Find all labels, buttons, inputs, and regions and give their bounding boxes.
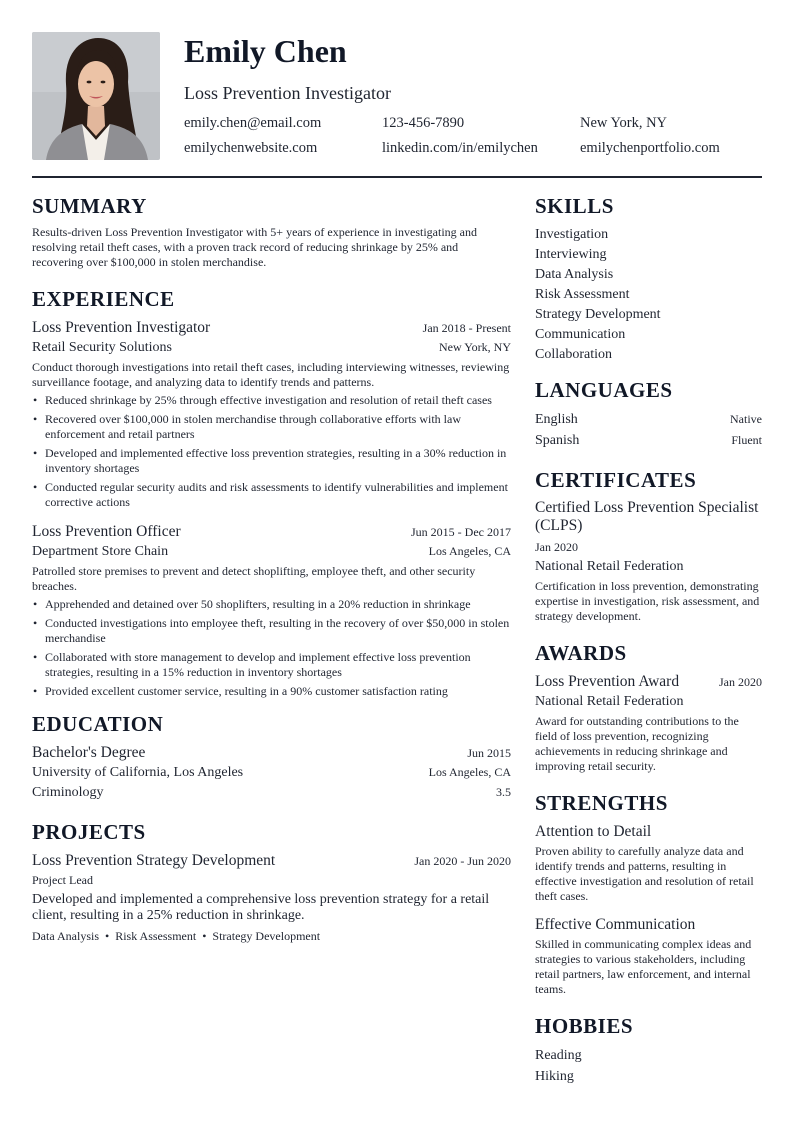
summary-heading: SUMMARY — [32, 194, 147, 218]
contact-location: New York, NY — [580, 115, 668, 131]
job-entry — [32, 522, 511, 699]
job-bullet: • Conducted investigations into employee theft, resulting in the recovery of over $50,000 in stolen merchandise — [32, 616, 511, 646]
award-issuer: National Retail Federation — [535, 694, 684, 709]
resume-header — [32, 32, 762, 162]
skill-item: Investigation — [535, 227, 609, 242]
education-date: Jun 2015 — [467, 746, 511, 760]
right-column — [535, 193, 762, 1103]
job-description: Conduct thorough investigations into retail theft cases, including interviewing witnesses, reviewing surveillance footage, and analyzing data to identify trends and patterns. — [32, 360, 510, 389]
language-name: English — [535, 412, 578, 427]
job-bullet: • Conducted regular security audits and risk assessments to identify vulnerabilities and implement corrective actions — [32, 480, 511, 510]
job-entry — [32, 318, 511, 510]
job-bullets — [32, 393, 511, 510]
skills-heading: SKILLS — [535, 194, 614, 218]
hobby-item: Hiking — [535, 1069, 574, 1084]
education-location: Los Angeles, CA — [428, 765, 511, 779]
project-tag: Strategy Development — [212, 929, 321, 943]
job-location: Los Angeles, CA — [428, 544, 511, 558]
strength-description: Skilled in communicating complex ideas and strategies to various stakeholders, including retail partners, law enforcement, and internal teams. — [535, 937, 752, 996]
award-description: Award for outstanding contributions to the field of loss prevention, recognizing achievements in reducing shrinkage and improving retail security. — [535, 714, 739, 773]
skill-item: Data Analysis — [535, 267, 614, 282]
skills-list — [535, 225, 762, 365]
contact-info — [184, 113, 762, 159]
job-title: Loss Prevention Officer — [32, 523, 181, 540]
hobbies-section — [535, 1013, 762, 1087]
language-level: Native — [730, 412, 762, 426]
languages-section — [535, 377, 762, 451]
languages-heading: LANGUAGES — [535, 378, 673, 402]
certificate-description: Certification in loss prevention, demonstrating expertise in investigation, risk assessment, and strategy development. — [535, 579, 760, 623]
contact-email[interactable]: emily.chen@email.com — [184, 115, 322, 131]
header-divider — [32, 176, 762, 178]
award-title: Loss Prevention Award — [535, 673, 680, 690]
job-location: New York, NY — [438, 340, 511, 354]
summary-text: Results-driven Loss Prevention Investigator with 5+ years of experience in investigating and resolving retail theft cases, with a proven track record of reducing shrinkage by 25% and recovering over $100,000 in stolen merchandise. — [32, 225, 477, 269]
language-name: Spanish — [535, 433, 580, 448]
contact-website[interactable]: emilychenwebsite.com — [184, 140, 318, 156]
left-column — [32, 193, 511, 960]
hobby-item: Reading — [535, 1048, 582, 1063]
awards-section — [535, 640, 762, 774]
job-dates: Jan 2018 - Present — [422, 321, 511, 335]
projects-section — [32, 819, 511, 944]
job-bullet: • Collaborated with store management to develop and implement effective loss prevention strategies, resulting in a 15% reduction in inventory shortages — [32, 650, 511, 680]
education-heading: EDUCATION — [32, 712, 164, 736]
project-role: Project Lead — [32, 873, 93, 887]
job-bullet: • Reduced shrinkage by 25% through effective investigation and resolution of retail theft cases — [32, 393, 511, 408]
skills-section — [535, 193, 762, 365]
education-school: University of California, Los Angeles — [32, 765, 244, 780]
job-bullets — [32, 597, 511, 699]
summary-section — [32, 193, 511, 270]
strength-description: Proven ability to carefully analyze data and identify trends and patterns, resulting in effective investigation and resolution of retail theft cases. — [535, 844, 754, 903]
education-degree: Bachelor's Degree — [32, 744, 146, 761]
job-title: Loss Prevention Investigator — [32, 319, 211, 336]
candidate-title: Loss Prevention Investigator — [184, 83, 391, 103]
experience-heading: EXPERIENCE — [32, 287, 175, 311]
job-bullet: • Apprehended and detained over 50 shoplifters, resulting in a 20% reduction in shrinkage — [32, 597, 511, 612]
award-date: Jan 2020 — [719, 675, 762, 689]
certificate-issuer: National Retail Federation — [535, 559, 684, 574]
tag-separator: • — [105, 929, 110, 943]
job-company: Department Store Chain — [32, 544, 169, 559]
contact-portfolio[interactable]: emilychenportfolio.com — [580, 140, 720, 156]
tag-separator: • — [202, 929, 207, 943]
skill-item: Risk Assessment — [535, 287, 630, 302]
job-company: Retail Security Solutions — [32, 340, 172, 355]
language-row — [535, 430, 762, 451]
profile-photo — [32, 32, 160, 160]
certificate-date: Jan 2020 — [535, 540, 578, 554]
candidate-name: Emily Chen — [184, 33, 347, 69]
experience-section — [32, 286, 511, 699]
certificates-section — [535, 467, 762, 624]
job-bullet: • Developed and implemented effective loss prevention strategies, resulting in a 30% reduction in inventory shortages — [32, 446, 511, 476]
certificate-title: Certified Loss Prevention Specialist (CLPS) — [535, 499, 759, 534]
job-bullet: • Recovered over $100,000 in stolen merchandise through collaborative efforts with law enforcement and retail partners — [32, 412, 511, 442]
strengths-heading: STRENGTHS — [535, 791, 668, 815]
skill-item: Strategy Development — [535, 307, 661, 322]
profile-photo-image — [32, 32, 160, 160]
strengths-section — [535, 790, 762, 997]
project-title: Loss Prevention Strategy Development — [32, 852, 276, 869]
education-gpa: 3.5 — [496, 785, 511, 799]
contact-phone[interactable]: 123-456-7890 — [382, 115, 465, 131]
skill-item: Collaboration — [535, 347, 612, 362]
project-tag: Data Analysis — [32, 929, 99, 943]
education-field: Criminology — [32, 785, 104, 800]
language-level: Fluent — [731, 433, 762, 447]
certificates-heading: CERTIFICATES — [535, 468, 697, 492]
hobbies-heading: HOBBIES — [535, 1014, 634, 1038]
project-dates: Jan 2020 - Jun 2020 — [414, 854, 511, 868]
job-description: Patrolled store premises to prevent and detect shoplifting, employee theft, and other security breaches. — [32, 564, 476, 593]
project-tag: Risk Assessment — [115, 929, 197, 943]
awards-heading: AWARDS — [535, 641, 627, 665]
hobbies-list — [535, 1045, 762, 1087]
job-bullet: • Provided excellent customer service, resulting in a 90% customer satisfaction rating — [32, 684, 511, 699]
contact-linkedin[interactable]: linkedin.com/in/emilychen — [382, 140, 538, 156]
skill-item: Interviewing — [535, 247, 607, 262]
project-description: Developed and implemented a comprehensive loss prevention strategy for a retail client, resulting in a 25% reduction in shrinkage. — [32, 892, 490, 923]
education-section — [32, 711, 511, 803]
job-dates: Jun 2015 - Dec 2017 — [411, 525, 511, 539]
strength-title: Attention to Detail — [535, 823, 652, 840]
strength-title: Effective Communication — [535, 916, 696, 933]
project-tags — [32, 928, 511, 944]
language-row — [535, 409, 762, 430]
projects-heading: PROJECTS — [32, 820, 146, 844]
skill-item: Communication — [535, 327, 626, 342]
